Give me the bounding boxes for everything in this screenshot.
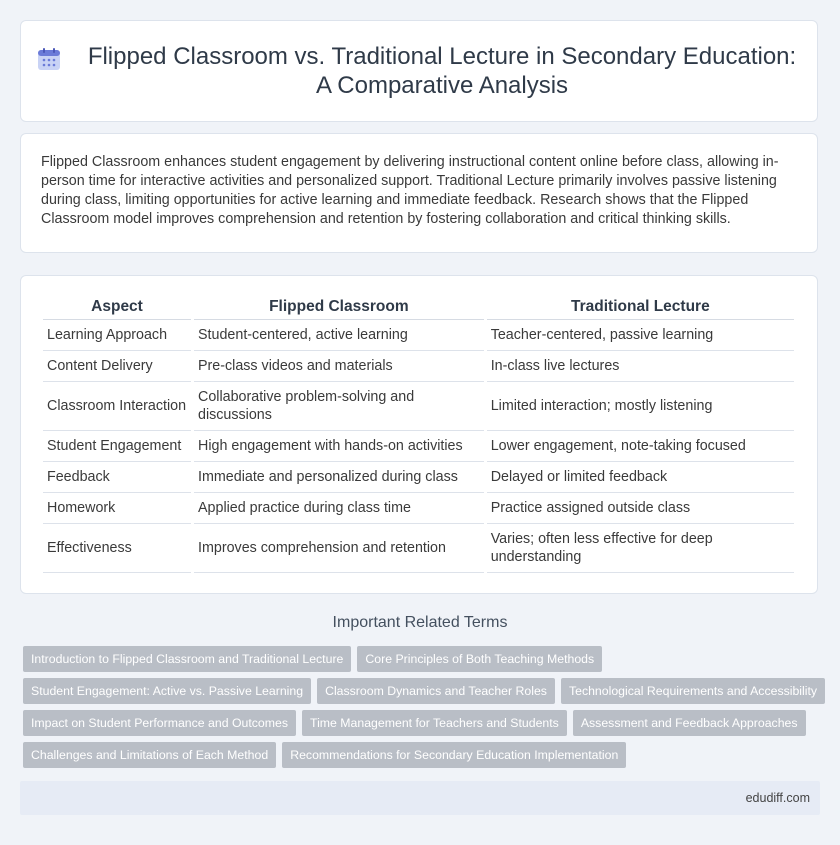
table-cell: Classroom Interaction bbox=[43, 382, 191, 431]
table-cell: Practice assigned outside class bbox=[487, 493, 794, 524]
table-cell: Delayed or limited feedback bbox=[487, 462, 794, 493]
related-term-tag[interactable]: Challenges and Limitations of Each Method bbox=[23, 742, 276, 768]
table-header-row bbox=[43, 294, 794, 320]
page-title: Flipped Classroom vs. Traditional Lecture in Secondary Education: A Comparative Analysis bbox=[87, 43, 797, 99]
comparison-table bbox=[40, 294, 797, 573]
related-term-tag[interactable]: Time Management for Teachers and Students bbox=[302, 710, 567, 736]
table-row bbox=[43, 382, 794, 431]
table-cell: Improves comprehension and retention bbox=[194, 524, 484, 573]
related-term-tag[interactable]: Student Engagement: Active vs. Passive Learning bbox=[23, 678, 311, 704]
footer bbox=[20, 781, 820, 815]
table-cell: In-class live lectures bbox=[487, 351, 794, 382]
related-term-tag[interactable]: Technological Requirements and Accessibility bbox=[561, 678, 825, 704]
table-cell: Collaborative problem-solving and discussions bbox=[194, 382, 484, 431]
header-aspect: Aspect bbox=[43, 294, 191, 320]
footer-site-link[interactable]: edudiff.com bbox=[745, 791, 810, 805]
header-flipped: Flipped Classroom bbox=[194, 294, 484, 320]
table-cell: Pre-class videos and materials bbox=[194, 351, 484, 382]
comparison-table-card bbox=[20, 275, 818, 594]
table-cell: Applied practice during class time bbox=[194, 493, 484, 524]
table-cell: Limited interaction; mostly listening bbox=[487, 382, 794, 431]
related-term-tag[interactable]: Core Principles of Both Teaching Methods bbox=[357, 646, 602, 672]
table-cell: Content Delivery bbox=[43, 351, 191, 382]
header-card bbox=[20, 20, 818, 122]
table-cell: Lower engagement, note-taking focused bbox=[487, 431, 794, 462]
title-wrap bbox=[16, 42, 822, 100]
related-term-tag[interactable]: Classroom Dynamics and Teacher Roles bbox=[317, 678, 555, 704]
table-cell: Feedback bbox=[43, 462, 191, 493]
related-terms-list bbox=[23, 646, 823, 774]
calendar-icon bbox=[36, 46, 62, 72]
table-row bbox=[43, 493, 794, 524]
table-cell: Student Engagement bbox=[43, 431, 191, 462]
table-cell: Immediate and personalized during class bbox=[194, 462, 484, 493]
summary-text: Flipped Classroom enhances student engagement by delivering instructional content online before class, allowing in-person time for interactive activities and personalized support. Traditional Lecture primarily involves passive listening during class, limiting opportunities for active learning and immediate feedback. Research shows that the Flipped Classroom model improves comprehension and retention by fostering collaboration and critical thinking skills. bbox=[41, 154, 779, 227]
related-term-tag[interactable]: Introduction to Flipped Classroom and Traditional Lecture bbox=[23, 646, 351, 672]
table-cell: Student-centered, active learning bbox=[194, 320, 484, 351]
table-row bbox=[43, 462, 794, 493]
table-row bbox=[43, 320, 794, 351]
related-term-tag[interactable]: Impact on Student Performance and Outcomes bbox=[23, 710, 296, 736]
summary-card bbox=[20, 133, 818, 253]
related-term-tag[interactable]: Recommendations for Secondary Education Implementation bbox=[282, 742, 626, 768]
table-cell: Learning Approach bbox=[43, 320, 191, 351]
related-term-tag[interactable]: Assessment and Feedback Approaches bbox=[573, 710, 806, 736]
table-row bbox=[43, 351, 794, 382]
header-traditional: Traditional Lecture bbox=[487, 294, 794, 320]
table-cell: Homework bbox=[43, 493, 191, 524]
table-cell: Teacher-centered, passive learning bbox=[487, 320, 794, 351]
table-cell: High engagement with hands-on activities bbox=[194, 431, 484, 462]
table-cell: Effectiveness bbox=[43, 524, 191, 573]
related-terms-title: Important Related Terms bbox=[332, 614, 508, 631]
table-row bbox=[43, 524, 794, 573]
table-cell: Varies; often less effective for deep understanding bbox=[487, 524, 794, 573]
table-row bbox=[43, 431, 794, 462]
